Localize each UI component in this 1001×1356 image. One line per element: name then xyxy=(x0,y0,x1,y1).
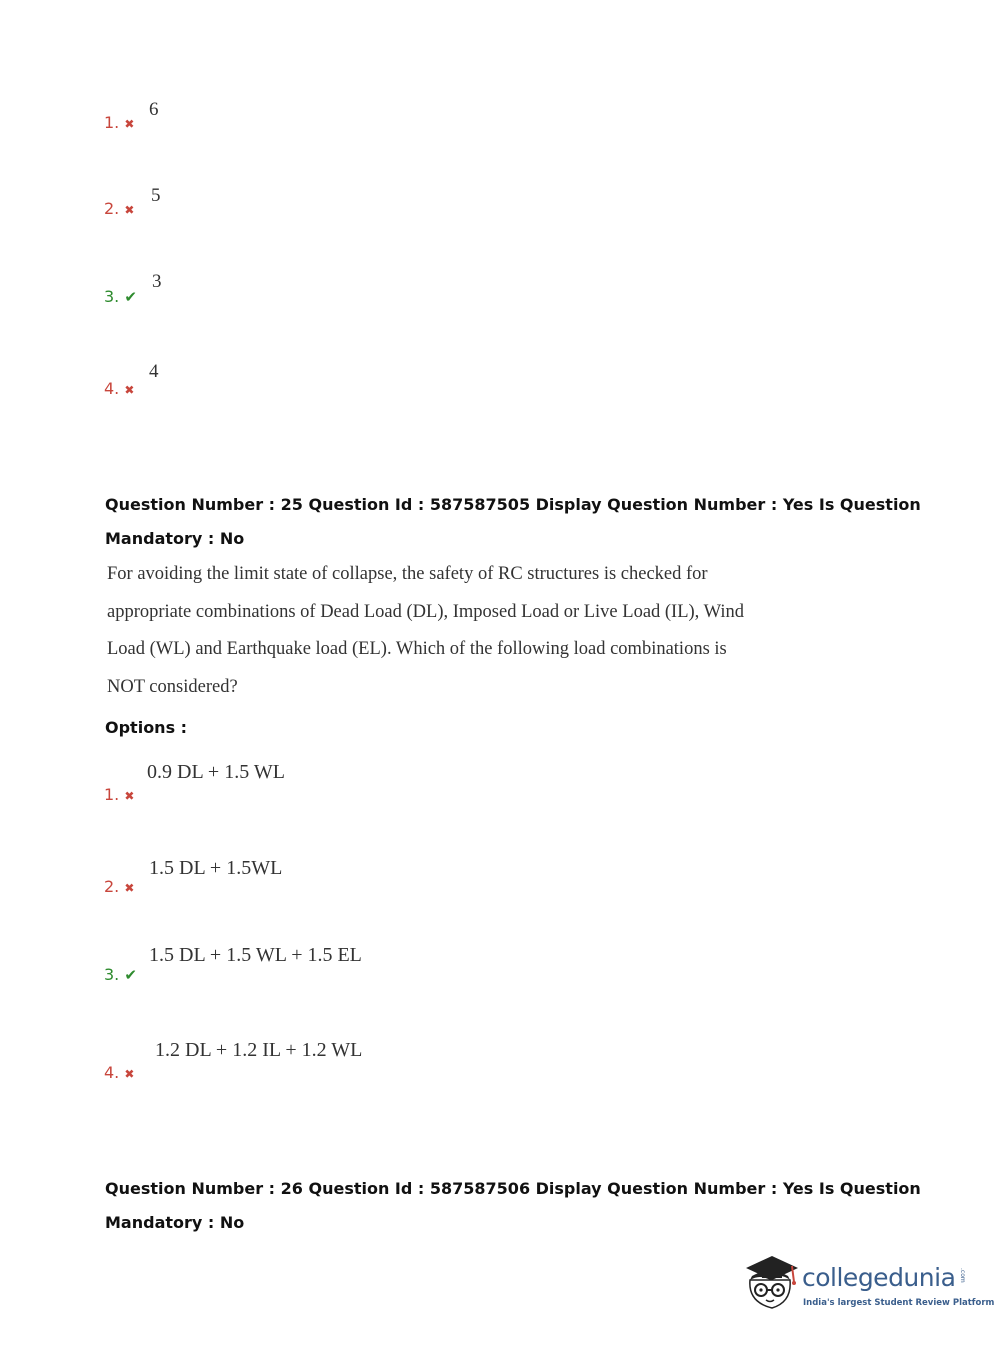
option-number: 2. xyxy=(104,877,120,896)
option-number: 4. xyxy=(104,379,120,398)
question-26-header-line1: Question Number : 26 Question Id : 587587506 Display Question Number : Yes Is Question xyxy=(105,1179,921,1198)
option-number: 1. xyxy=(104,785,120,804)
logo-com: .com xyxy=(959,1268,966,1283)
cross-icon: ✖ xyxy=(124,383,135,397)
q25-option-3 xyxy=(104,965,137,984)
prev-option-1-value: 6 xyxy=(149,99,159,120)
cross-icon: ✖ xyxy=(124,789,135,803)
logo-wordmark: collegedunia xyxy=(802,1263,956,1292)
question-25-text-line: Load (WL) and Earthquake load (EL). Which of the following load combinations is xyxy=(107,639,727,659)
q25-option-3-value: 1.5 DL + 1.5 WL + 1.5 EL xyxy=(149,944,362,966)
prev-option-4-value: 4 xyxy=(149,361,159,382)
prev-option-1 xyxy=(104,113,134,132)
prev-option-3 xyxy=(104,287,137,306)
q25-option-1-value: 0.9 DL + 1.5 WL xyxy=(147,761,285,783)
question-25-header-line2: Mandatory : No xyxy=(105,529,245,548)
q25-option-4-value: 1.2 DL + 1.2 IL + 1.2 WL xyxy=(155,1039,363,1061)
check-icon: ✔ xyxy=(124,288,137,306)
question-25-text-line: For avoiding the limit state of collapse, the safety of RC structures is checked for xyxy=(107,564,708,584)
logo-tagline: India's largest Student Review Platform xyxy=(803,1298,995,1308)
prev-option-2 xyxy=(104,199,134,218)
q25-option-2-value: 1.5 DL + 1.5WL xyxy=(149,857,283,879)
prev-option-4 xyxy=(104,379,134,398)
question-26-header-line2: Mandatory : No xyxy=(105,1213,245,1232)
options-label: Options : xyxy=(105,718,188,737)
option-number: 2. xyxy=(104,199,120,218)
question-25-text-line: appropriate combinations of Dead Load (DL), Imposed Load or Live Load (IL), Wind xyxy=(107,602,744,622)
prev-option-3-value: 3 xyxy=(152,271,162,292)
check-icon: ✔ xyxy=(124,966,137,984)
prev-option-2-value: 5 xyxy=(151,185,161,206)
mascot-icon xyxy=(740,1250,802,1316)
q25-option-1 xyxy=(104,785,134,804)
option-number: 3. xyxy=(104,287,120,306)
option-number: 1. xyxy=(104,113,120,132)
cross-icon: ✖ xyxy=(124,117,135,131)
cross-icon: ✖ xyxy=(124,203,135,217)
option-number: 3. xyxy=(104,965,120,984)
q25-option-4 xyxy=(104,1063,134,1082)
cross-icon: ✖ xyxy=(124,1067,135,1081)
cross-icon: ✖ xyxy=(124,881,135,895)
question-25-text-line: NOT considered? xyxy=(107,677,238,697)
option-number: 4. xyxy=(104,1063,120,1082)
q25-option-2 xyxy=(104,877,134,896)
collegedunia-logo xyxy=(740,1248,995,1320)
question-25-header-line1: Question Number : 25 Question Id : 587587505 Display Question Number : Yes Is Question xyxy=(105,495,921,514)
